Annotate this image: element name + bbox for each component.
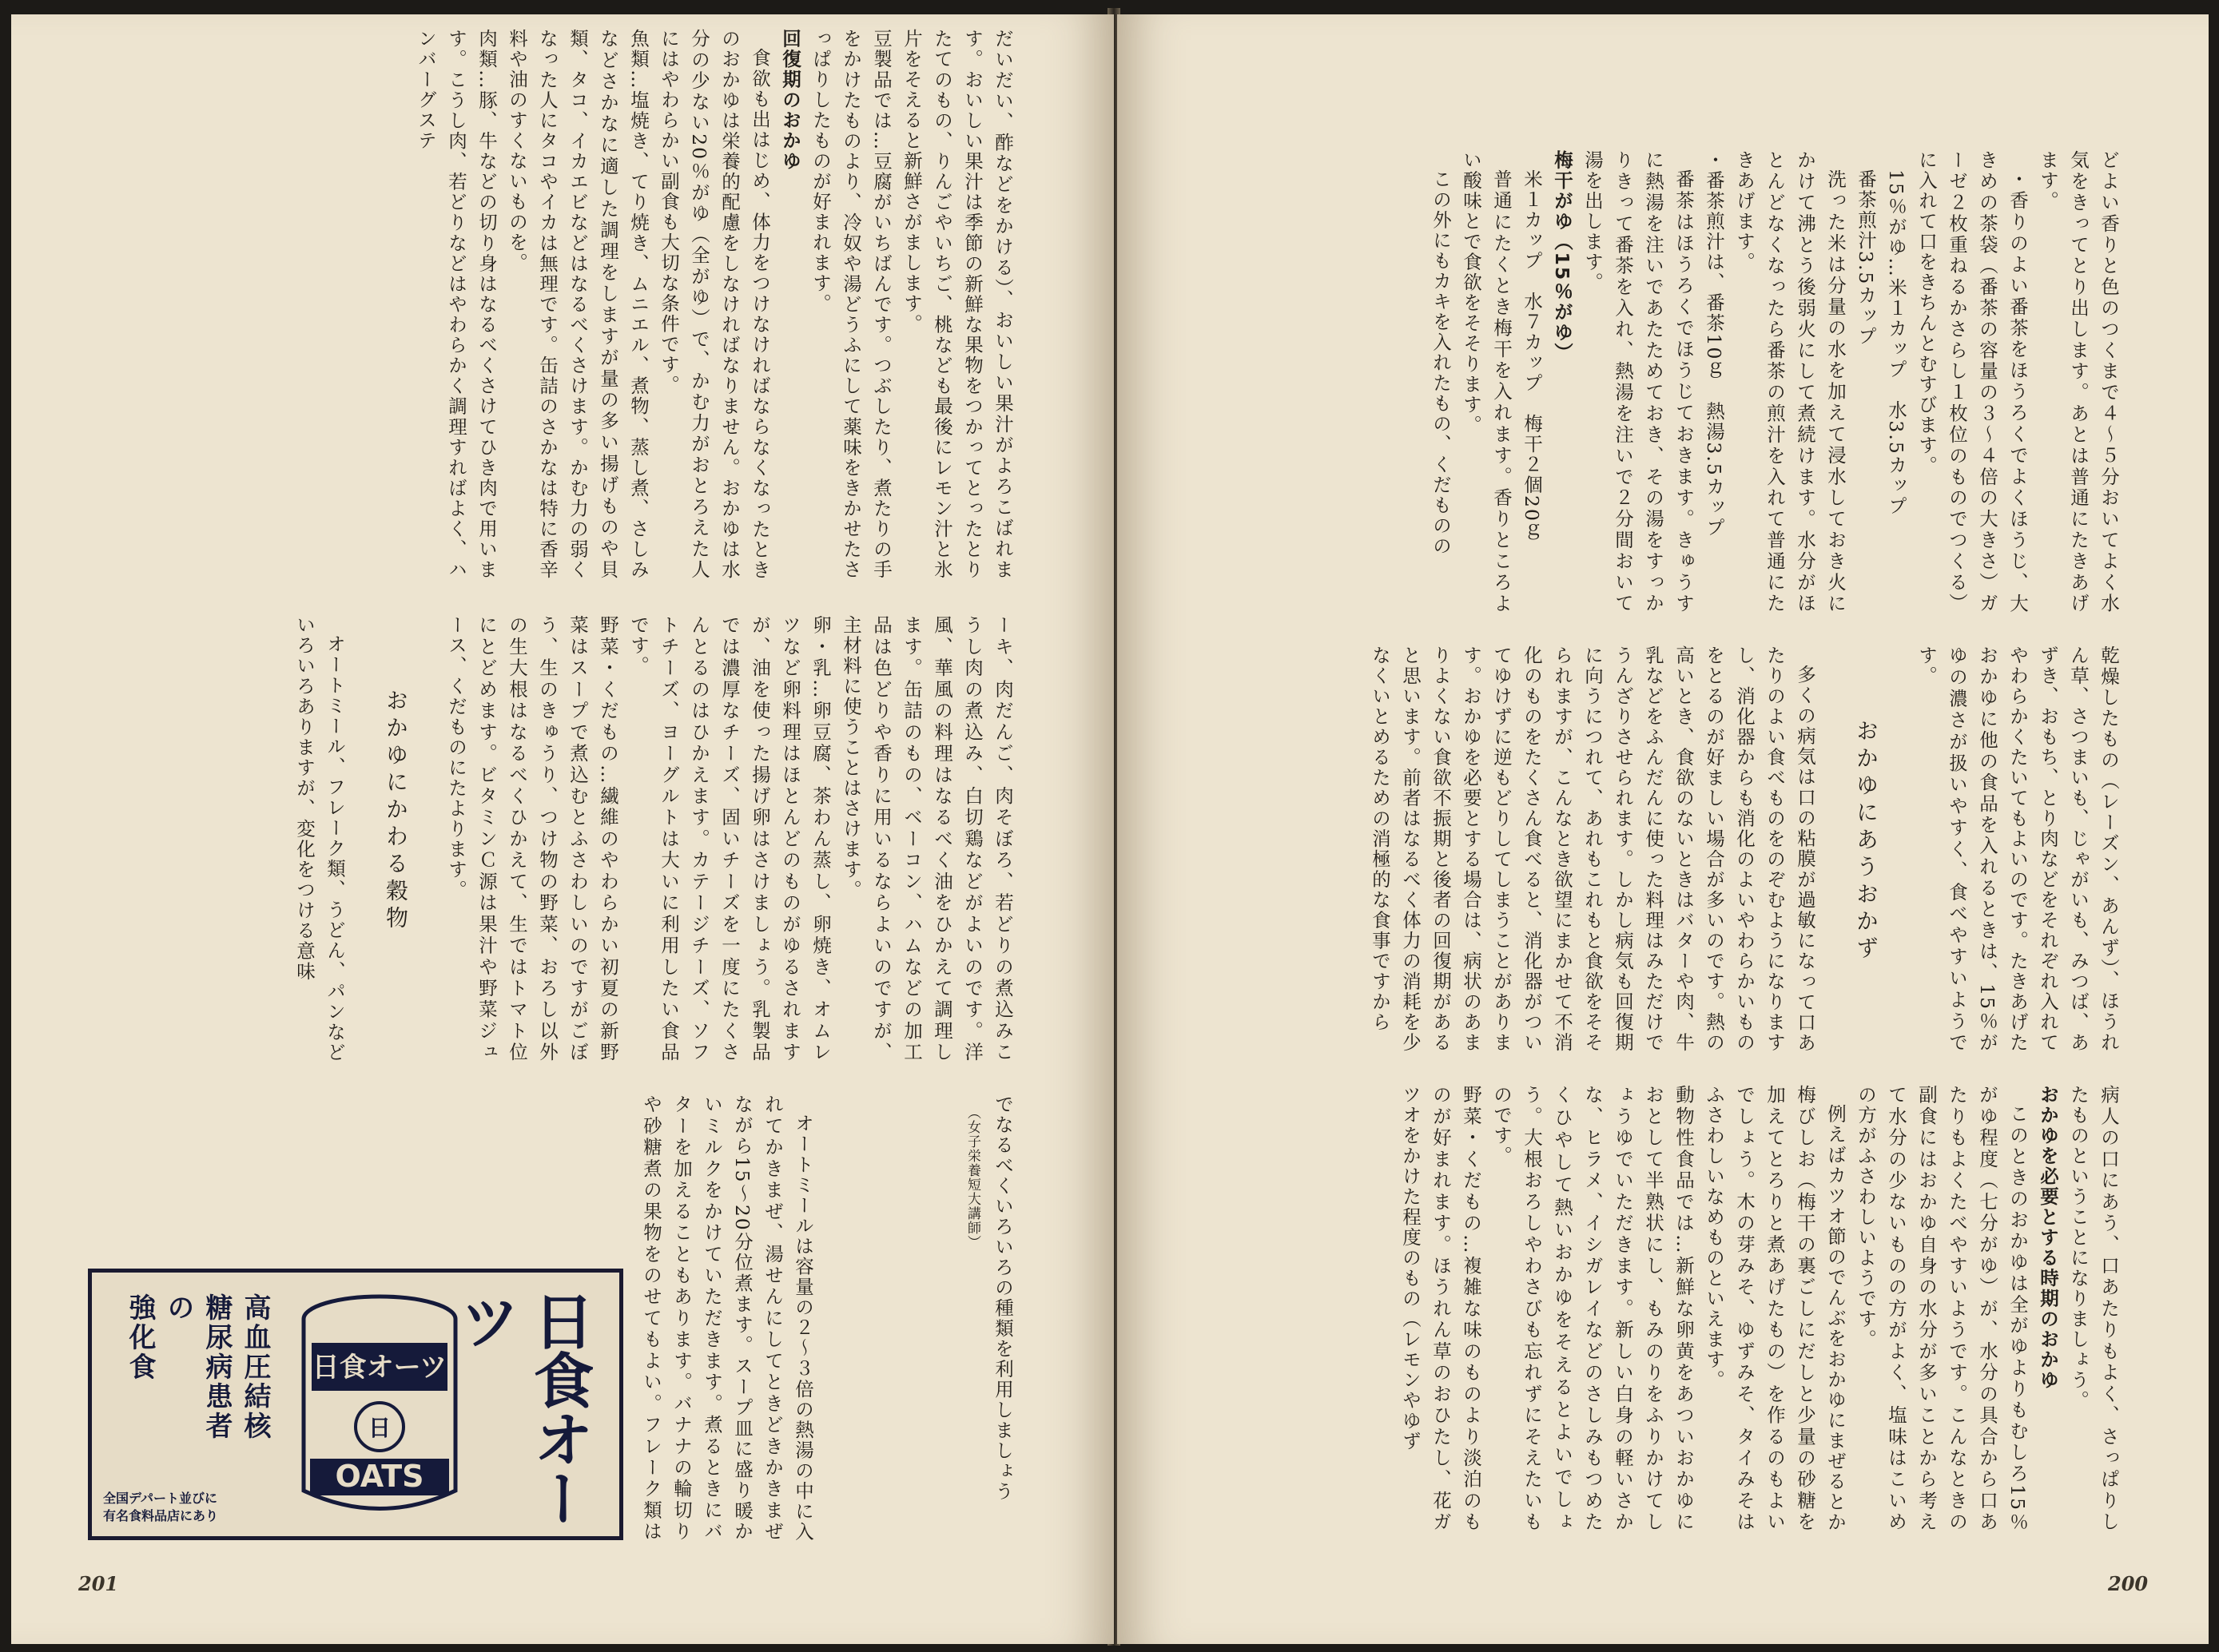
paragraph: だいだい、酢などをかける）、おいしい果汁がよろこばれます。おいしい果汁は季節の新鮮な果物をつかってとったとりたてのもの、りんごやいちご、桃なども最後にレモン汁と氷片をそえると新鮮さがまします。 bbox=[901, 29, 1014, 580]
paragraph: オートミールは容量の２〜３倍の熱湯の中に入れてかきまぜ、湯せんにしてときどきかきまぜながら15〜20分位煮ます。スープ皿に盛り暖かいミルクをかけていただきます。煮るときにバターを加えることもあります。バナナの輪切りや砂糖煮の果物をのせてもよい。フレーク類は bbox=[640, 1094, 814, 1542]
paragraph: 野菜・くだもの…繊維のやわらかい初夏の新野菜はスープで煮込むとふさわしいのですがごぼう、生のきゅうり、つけ物の野菜、おろし以外の生大根はなるべくひかえて、生ではトマト位にとどめます。ビタミンＣ源は果汁や野菜ジュース、くだものにたよります。 bbox=[445, 615, 619, 1062]
paragraph: 多くの病気は口の粘膜が過敏になって口あたりのよい食べものをのぞむようになりますし、消化器からも消化のよいやわらかいものをとるのが好ましい場合が多いのです。熱の高いとき、食欲のないときはバターや肉、牛乳などをふんだんに使った料理はみただけでうんざりさせられます。しかし病気も回復期に向うにつれて、あれもこれもと食欲をそそられますが、こんなとき欲望にまかせて不消化のものをたくさん食べると、消化器がついてゆけずに逆もどりしてしまうことがあります。おかゆを必要とする場合は、病状のあまりよくない食欲不振期と後者の回復期があると思います。前者はなるべく体力の消耗を少なくいとめるための消極的な食事ですから bbox=[1369, 645, 1816, 1053]
ad-store-line: 有名食料品店にあり bbox=[103, 1508, 219, 1523]
paragraph: 豆製品では…豆腐がいちばんです。つぶしたり、煮たりの手をかけたものより、冷奴や湯どうふにして薬味をきかせたさっぱりしたものが好まれます。 bbox=[809, 29, 893, 580]
page-number: 200 bbox=[2108, 1572, 2149, 1595]
paragraph: 乾燥したもの（レーズン、あんず）、ほうれん草、さつまいも、じゃがいも、みつば、あずき、おもち、とり肉などをそれぞれ入れてやわらかくたいてもよいのです。たきあげたおかゆに他の食品を入れるときは、15％がゆの濃さが扱いやすく、食べやすいようです。 bbox=[1915, 645, 2120, 1053]
left-top-text-block bbox=[99, 29, 1018, 580]
paragraph: 肉類…豚、牛などの切り身はなるべくさけてひき肉で用います。こうし肉、若どりなどはやわらかく調理すればよく、ハンバーグステ bbox=[415, 29, 498, 580]
recipe-line: ・番茶煎汁は、番茶10ｇ 熱湯3.5カップ bbox=[1703, 150, 1725, 538]
paragraph: 洗った米は分量の水を加えて浸水しておき火にかけて沸とう後弱火にして煮続けます。水分がほとんどなくなったら番茶の煎汁を入れて普通にたきあげます。 bbox=[1733, 150, 1847, 614]
oats-can-illustration bbox=[288, 1287, 471, 1523]
paragraph: でなるべくいろいろの種類を利用しましょう bbox=[992, 1094, 1014, 1502]
subsection-heading: 回復期のおかゆ bbox=[779, 29, 801, 172]
ad-store-notice bbox=[103, 1490, 291, 1525]
recipe-line: 15％がゆ…米１カップ 水3.5カップ bbox=[1885, 169, 1907, 516]
recipe-line: 米１カップ 水７カップ 梅干２個20ｇ bbox=[1521, 169, 1543, 542]
left-bottom-text-block bbox=[818, 1094, 1018, 1542]
right-top-text-block bbox=[1205, 150, 2124, 614]
paragraph: 動物性食品では…新鮮な卵黄をあついおかゆにおとして半熟状にし、もみのりをふりかけてしょうゆでいただきます。新しい白身の軽いさかな、ヒラメ、イシガレイなどのさしみもつめたくひやして熱いおかゆをそえるとよいでしょう。大根おろしやわさびも忘れずにそえたいものです。 bbox=[1490, 1085, 1695, 1532]
ad-claim: 強化食 bbox=[124, 1293, 156, 1382]
svg-text:日食オーツ: 日食オーツ bbox=[312, 1352, 447, 1384]
paragraph: 卵・乳…卵豆腐、茶わん蒸し、卵焼き、オムレツなど卵料理はほとんどのものがゆるされますが、油を使った揚げ卵はさけましょう。乳製品では濃厚なチーズ、固いチーズを一度にたくさんとるのはひかえます。カテージチーズ、ソフトチーズ、ヨーグルトは大いに利用したい食品です。 bbox=[627, 615, 832, 1062]
left-middle-text-block bbox=[179, 615, 1018, 1062]
recipe-line: 番茶煎汁3.5カップ bbox=[1855, 169, 1877, 347]
right-middle-text-block bbox=[1205, 645, 2124, 1053]
advertisement bbox=[88, 1269, 623, 1540]
author-credit: （女子栄養短大講師） bbox=[964, 1106, 980, 1249]
paragraph: 野菜・くだもの…複雑な味のものより淡泊のものが好まれます。ほうれん草のおひたし、花ガツオをかけた程度のもの（レモンやゆず bbox=[1399, 1085, 1482, 1532]
left-bottom-continuation bbox=[634, 1094, 818, 1542]
page-201 bbox=[11, 14, 1114, 1644]
recipe-heading: 梅干がゆ（15％がゆ） bbox=[1551, 150, 1573, 363]
ad-claim: 高血圧結核 bbox=[239, 1293, 271, 1441]
paragraph: ーキ、肉だんご、肉そぼろ、若どりの煮込みこうし肉の煮込み、白切鶏などがよいのです。洋風、華風の料理はなるべく油をひかえて調理します。缶詰のもの、ベーコン、ハムなどの加工品は色どりや香りに用いるならよいのですが、主材料に使うことはさけます。 bbox=[840, 615, 1014, 1062]
page-200 bbox=[1117, 14, 2209, 1644]
page-number: 201 bbox=[78, 1572, 119, 1595]
paragraph: 魚類…塩焼き、てり焼き、ムニエル、煮物、蒸し煮、さしみなどさかなに適した調理をしますが量の多い揚げものや貝類、タコ、イカエビなどはなるべくさけます。かむ力の弱くなった人にタコやイカは無理です。缶詰のさかなは特に香辛料や油のすくないものを。 bbox=[506, 29, 650, 580]
paragraph: どよい香りと色のつくまで４〜５分おいてよく水気をきってとり出します。あとは普通にたきあげます。 bbox=[2037, 150, 2120, 614]
paragraph: 普通にたくとき梅干を入れます。香りところよい酸味とで食欲をそそります。 bbox=[1460, 150, 1513, 614]
ad-brand-name: 日食オーツ bbox=[450, 1290, 595, 1527]
paragraph: オートミール、フレーク類、うどん、パンなどいろいろありますが、変化をつける意味 bbox=[293, 615, 346, 1062]
paragraph: このときのおかゆは全がゆよりもむしろ15％がゆ程度（七分がゆ）が、水分の具合から口あたりもよくたべやすいようです。こんなときの副食にはおかゆ自身の水分が多いことから考えて水分の少ないものの方がよく、塩味はこいめの方がふさわしいようです。 bbox=[1855, 1085, 2029, 1532]
svg-text:日: 日 bbox=[368, 1415, 392, 1441]
paragraph: 病人の口にあう、口あたりもよく、さっぱりしたものということになりましょう。 bbox=[2067, 1085, 2120, 1532]
ad-claim: 糖尿病患者の bbox=[162, 1293, 233, 1441]
ad-claims bbox=[121, 1293, 274, 1457]
paragraph: この外にもカキを入れたもの、くだものの bbox=[1430, 169, 1452, 556]
right-bottom-text-block bbox=[1205, 1085, 2124, 1532]
section-heading: おかゆにあうおかず bbox=[1853, 719, 1879, 963]
subsection-heading: おかゆを必要とする時期のおかゆ bbox=[2037, 1085, 2059, 1391]
section-heading: おかゆにかわる穀物 bbox=[383, 689, 409, 933]
ad-store-line: 全国デパート並びに bbox=[103, 1491, 218, 1506]
paragraph: ・香りのよい番茶をほうろくでよくほうじ、大きめの茶袋（番茶の容量の３〜４倍の大きさ）ガーゼ２枚重ねるかさらし１枚位のものでつくる）に入れて口をきちんとむすびます。 bbox=[1915, 150, 2029, 614]
paragraph: 例えばカツオ節のでんぶをおかゆにまぜるとか梅びしお（梅干の裏ごしにだしと少量の砂糖を加えてとろりと煮あげたもの）を作るのもよいでしょう。木の芽みそ、ゆずみそ、タイみそはふさわしいなめものといえます。 bbox=[1703, 1085, 1847, 1532]
paragraph: 食欲も出はじめ、体力をつけなければならなくなったときのおかゆは栄養的配慮をしなければなりません。おかゆは水分の少ない20％がゆ（全がゆ）で、かむ力がおとろえた人にはやわらかい副食も大切な条件です。 bbox=[658, 29, 771, 580]
svg-text:OATS: OATS bbox=[335, 1459, 424, 1494]
paragraph: 番茶はほうろくでほうじておきます。きゅうすに熱湯を注いであたためておき、その湯をすっかりきって番茶を入れ、熱湯を注いで２分間おいて湯を出します。 bbox=[1581, 150, 1695, 614]
